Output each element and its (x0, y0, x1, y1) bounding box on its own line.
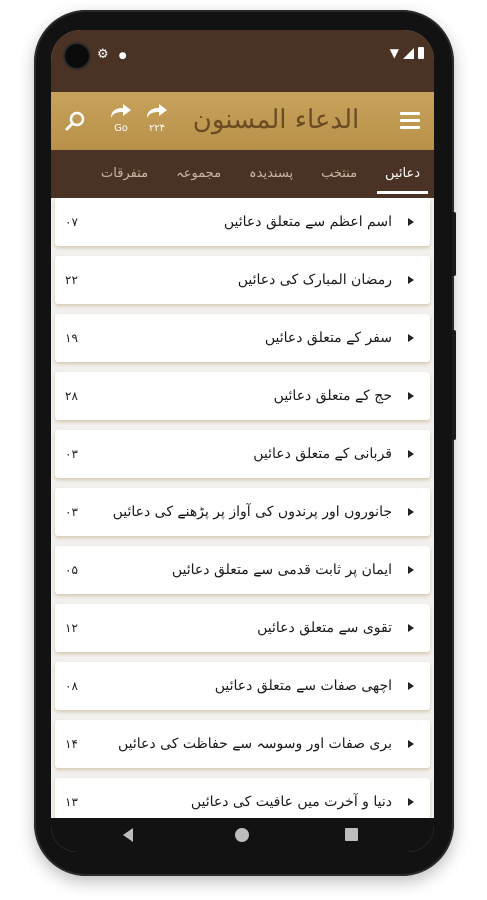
expand-arrow-icon (408, 624, 414, 632)
item-count: ۲۲ (65, 273, 78, 287)
status-bar (51, 30, 434, 92)
list-item[interactable] (55, 488, 430, 536)
tab-duain[interactable]: دعائیں (371, 150, 434, 198)
share-arrow-icon (143, 102, 171, 120)
item-count: ۰۷ (65, 215, 78, 229)
item-label: سفر کے متعلق دعائیں (264, 330, 392, 346)
item-count: ۰۸ (65, 679, 78, 693)
item-label: جانوروں اور پرندوں کی آواز پر پڑھنے کی دعائیں (112, 504, 392, 520)
item-label: قربانی کے متعلق دعائیں (253, 446, 392, 462)
item-count: ۲۸ (65, 389, 78, 403)
item-label: اچھی صفات سے متعلق دعائیں (214, 678, 392, 694)
item-count: ۱۹ (65, 331, 78, 345)
list-item[interactable] (55, 604, 430, 652)
expand-arrow-icon (408, 798, 414, 806)
notification-dot-icon: ● (118, 51, 127, 61)
expand-arrow-icon (408, 450, 414, 458)
expand-arrow-icon (408, 334, 414, 342)
item-count: ۱۲ (65, 621, 78, 635)
list-item[interactable] (55, 256, 430, 304)
screen (51, 30, 434, 852)
tab-mutafarriqat[interactable]: متفرقات (101, 166, 149, 181)
tab-majmua[interactable]: مجموعہ (176, 166, 222, 181)
wifi-icon: ▼ (389, 46, 399, 60)
power-button (452, 330, 456, 440)
expand-arrow-icon (408, 682, 414, 690)
list-item[interactable] (55, 662, 430, 710)
battery-icon (418, 47, 424, 59)
item-label: تقوی سے متعلق دعائیں (257, 620, 392, 636)
go-caption: Go (114, 123, 128, 134)
status-left (97, 47, 127, 62)
expand-arrow-icon (408, 508, 414, 516)
system-nav-bar (51, 818, 434, 852)
list-item[interactable] (55, 314, 430, 362)
home-icon[interactable] (235, 828, 249, 842)
item-count: ۰۳ (65, 505, 78, 519)
item-count: ۰۳ (65, 447, 78, 461)
volume-button (452, 212, 456, 276)
settings-icon: ⚙ (97, 47, 109, 62)
item-count: ۰۵ (65, 563, 78, 577)
item-count: ۱۳ (65, 795, 78, 809)
expand-arrow-icon (408, 392, 414, 400)
expand-arrow-icon (408, 566, 414, 574)
recents-icon[interactable] (345, 828, 358, 841)
list-item[interactable] (55, 372, 430, 420)
dua-category-list (51, 198, 434, 818)
item-count: ۱۴ (65, 737, 78, 751)
tab-bar (51, 150, 434, 198)
expand-arrow-icon (408, 218, 414, 226)
menu-icon[interactable] (400, 112, 420, 130)
list-item[interactable] (55, 198, 430, 246)
list-item[interactable] (55, 720, 430, 768)
item-label: بری صفات اور وسوسہ سے حفاظت کی دعائیں (117, 736, 392, 752)
item-label: حج کے متعلق دعائیں (273, 388, 392, 404)
app-bar (51, 92, 434, 150)
app-title: الدعاء المسنون (192, 105, 360, 135)
share-button[interactable] (143, 102, 171, 134)
tab-pasandeeda[interactable]: پسندیدہ (249, 166, 294, 181)
item-label: ایمان پر ثابت قدمی سے متعلق دعائیں (171, 562, 392, 578)
expand-arrow-icon (408, 740, 414, 748)
item-label: اسم اعظم سے متعلق دعائیں (223, 214, 392, 230)
item-label: رمضان المبارک کی دعائیں (237, 272, 392, 288)
go-button[interactable] (107, 102, 135, 134)
list-item[interactable] (55, 546, 430, 594)
forward-arrow-icon (107, 102, 135, 120)
list-item[interactable] (55, 778, 430, 818)
search-icon[interactable] (63, 108, 89, 134)
item-label: دنیا و آخرت میں عافیت کی دعائیں (190, 794, 392, 810)
back-icon[interactable] (123, 828, 133, 842)
front-camera (65, 44, 89, 68)
signal-icon (403, 48, 414, 59)
status-right (390, 46, 424, 60)
expand-arrow-icon (408, 276, 414, 284)
list-item[interactable] (55, 430, 430, 478)
share-caption: ۲۲۴ (148, 123, 166, 134)
tab-muntakhab[interactable]: منتخب (321, 166, 358, 181)
